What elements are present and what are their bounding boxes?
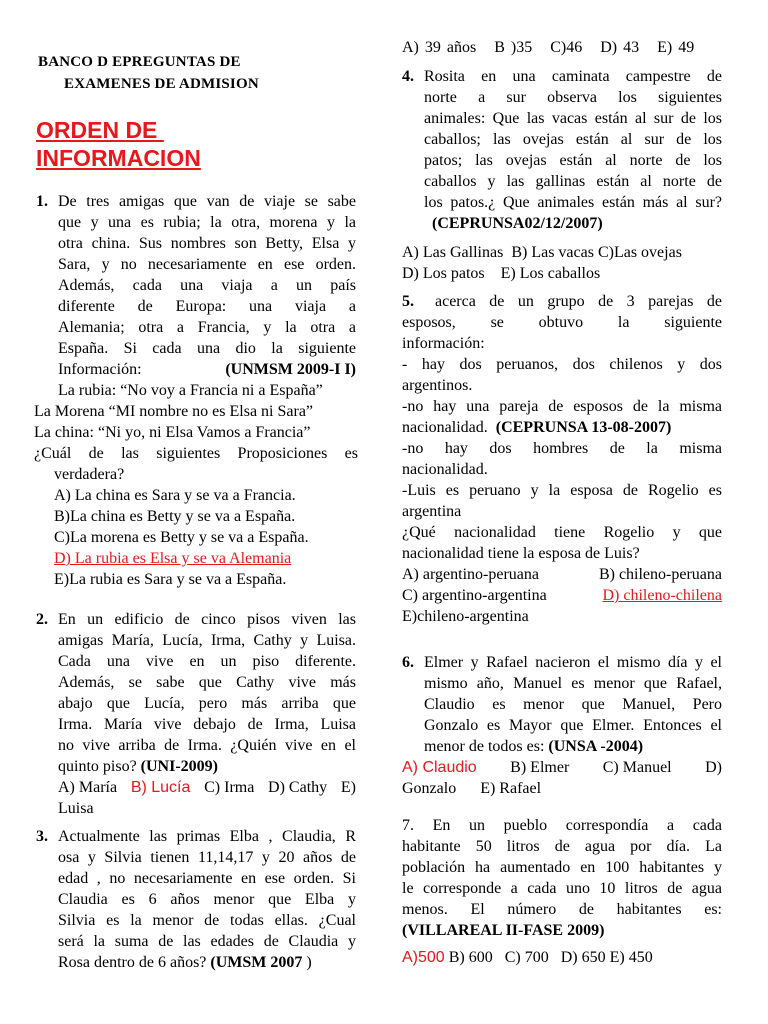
q4-option-e: E) Los caballos	[500, 265, 601, 282]
q7-line: población ha aumentado en 100 habitantes y	[402, 859, 722, 876]
q2-line: no vive arriba de Irma. ¿Quién vive en el	[58, 737, 356, 754]
q1-question-line2: verdadera?	[54, 466, 125, 483]
q5-body-line: -no hay una pareja de esposos de la misma	[402, 398, 722, 415]
q2-option-a: A) María	[58, 779, 118, 796]
q2-line: Irma. María vive debajo de Irma, Luisa	[58, 716, 356, 733]
q7-line: habitante 50 litros de agua por día. La	[402, 838, 722, 855]
q5-options-row1	[402, 564, 722, 585]
q7-options-rest: B) 600 C) 700 D) 650 E) 450	[448, 949, 653, 966]
q1-question: ¿Cuál de las siguientes Proposiciones es	[34, 445, 358, 462]
q1-option-e: E)La rubia es Sara y se va a España.	[54, 571, 287, 588]
q3-line: Actualmente las primas Elba , Claudia, R	[58, 828, 356, 845]
q6-line: Claudio es menor que Manuel, Pero	[424, 696, 722, 713]
document-header-line2: EXAMENES DE ADMISION	[64, 76, 259, 92]
q3-option-e: E) 49	[657, 39, 695, 56]
q3-line: osa y Silvia tienen 11,14,17 y 20 años de	[58, 849, 356, 866]
q5-body-line: - hay dos peruanos, dos chilenos y dos	[402, 356, 722, 373]
q5-source: (CEPRUNSA 13-08-2007)	[495, 419, 672, 436]
q6-option-e: E) Rafael	[480, 780, 542, 797]
q4-line: patos; las ovejas están al norte de los	[424, 152, 722, 169]
q3-option-b: B )35	[494, 39, 533, 56]
q4-line: los patos.¿ Que animales están más al sur?	[424, 194, 722, 211]
q5-nac-label: nacionalidad.	[402, 419, 488, 436]
q1-line: Sara, y no necesariamente en ese orden.	[58, 256, 356, 273]
q5-options-row2	[402, 585, 722, 606]
q6-text	[424, 652, 722, 757]
q3-last-line	[58, 952, 356, 973]
q1-quote-china: La china: “Ni yo, ni Elsa Vamos a Francia”	[34, 424, 311, 441]
q4-line: animales: Que las vacas están al sur de los	[424, 110, 722, 127]
q2-source: (UNI-2009)	[140, 758, 218, 775]
q2-option-b-answer: B) Lucía	[130, 779, 191, 796]
q6-last-line	[424, 736, 722, 757]
q6-options-row2	[402, 778, 722, 799]
q2-line: Además, se sabe que Cathy vive más	[58, 674, 356, 691]
q6-options-row1	[402, 757, 722, 778]
q3-text	[58, 826, 356, 973]
q1-line: Además, cada una viaja a un país	[58, 277, 356, 294]
q1-text	[58, 191, 356, 401]
q4-options	[402, 242, 724, 284]
q6-line: Elmer y Rafael nacieron el mismo día y el	[424, 654, 722, 671]
q2-option-d: D) Cathy	[268, 779, 328, 796]
q6-line: Gonzalo es Mayor que Elmer. Entonces el	[424, 717, 722, 734]
q7-source: (VILLAREAL II-FASE 2009)	[402, 922, 605, 939]
q3-line: edad , no necesariamente en ese orden. Si	[58, 870, 356, 887]
q4-option-a: A) Las Gallinas	[402, 244, 504, 261]
q1-source: (UNMSM 2009-I I)	[225, 361, 356, 378]
q7-line: 7. En un pueblo correspondía a cada	[402, 817, 722, 834]
q5-body-line: nacionalidad.	[402, 461, 488, 478]
q1-line: España. Si cada una dio la siguiente	[58, 340, 356, 357]
q2-text	[58, 609, 356, 819]
q6-option-c: C) Manuel	[602, 759, 672, 776]
q2-line: amigas María, Lucía, Irma, Cathy y Luisa.	[58, 632, 356, 649]
q6-source: (UNSA -2004)	[548, 738, 644, 755]
q1-option-a: A) La china es Sara y se va a Francia.	[54, 487, 296, 504]
q3-options	[402, 37, 714, 58]
q3-line: será la suma de las edades de Claudia y	[58, 933, 356, 950]
q6-line: mismo año, Manuel es menor que Rafael,	[424, 675, 722, 692]
q3-option-d: D) 43	[600, 39, 640, 56]
q5-number: 5.	[402, 293, 414, 310]
q1-info-label: Información:	[58, 361, 142, 378]
q6-option-d: D)	[705, 759, 722, 776]
q2-option-e: Luisa	[58, 800, 94, 817]
q1-quote-rubia: La rubia: “No voy a Francia ni a España”	[58, 382, 323, 399]
q6-option-d-text: Gonzalo	[402, 780, 457, 797]
q4-line: caballos; las ovejas están al sur de los	[424, 131, 722, 148]
q5-line: esposos, se obtuvo la siguiente	[402, 314, 722, 331]
q3-option-a: A) 39 años	[402, 39, 477, 56]
q1-number: 1.	[36, 193, 48, 210]
q3-number: 3.	[36, 828, 48, 845]
q5-option-e: E)chileno-argentina	[402, 608, 529, 625]
q4-line: caballos y las gallinas están al norte de	[424, 173, 722, 190]
q2-options	[58, 777, 356, 798]
q3-source: (UMSM 2007	[210, 954, 303, 971]
q1-quote-morena: La Morena “MI nombre no es Elsa ni Sara”	[34, 403, 314, 420]
q7-options	[402, 947, 722, 968]
document-header-line1: BANCO D EPREGUNTAS DE	[38, 54, 241, 70]
q6-option-b: B) Elmer	[510, 759, 570, 776]
q5-body-line: nacionalidad tiene la esposa de Luis?	[402, 545, 640, 562]
q5-text	[402, 312, 722, 627]
q1-option-d-answer: D) La rubia es Elsa y se va Alemania	[54, 550, 292, 567]
q1-question-tail	[54, 464, 354, 590]
q1-line: De tres amigas que van de viaje se sabe	[58, 193, 356, 210]
q6-options	[402, 757, 722, 799]
q5-body-line: -Luis es peruano y la esposa de Rogelio es	[402, 482, 722, 499]
q3-line: Silvia es la menor de todas ellas. ¿Cual	[58, 912, 356, 929]
q3-source-tail: )	[306, 954, 312, 971]
section-title-line1: ORDEN DE	[36, 117, 164, 143]
q4-line: Rosita en una caminata campestre de	[424, 68, 722, 85]
q5-option-c: C) argentino-argentina	[402, 587, 547, 604]
q4-options-line1	[402, 242, 724, 263]
q5-first-line	[435, 291, 722, 312]
q6-number: 6.	[402, 654, 414, 671]
q7-option-a-answer: A)500	[402, 949, 445, 966]
q4-source: (CEPRUNSA02/12/2007)	[432, 215, 603, 232]
q6-option-a-answer: A) Claudio	[402, 759, 477, 776]
section-title-line2: INFORMACION	[36, 145, 201, 171]
q1-option-b: B)La china es Betty y se va a España.	[54, 508, 296, 525]
section-title	[36, 116, 201, 172]
q4-options-line2	[402, 263, 724, 284]
q1-info-line	[58, 359, 356, 380]
q5-info-line: información:	[402, 335, 485, 352]
q4-option-c: C)Las ovejas	[597, 244, 682, 261]
q4-number: 4.	[402, 68, 414, 85]
q4-text	[424, 66, 722, 234]
q1-line: que y una es rubia; la otra, morena y la	[58, 214, 356, 231]
q2-line: En un edificio de cinco pisos viven las	[58, 611, 356, 628]
q5-body-line: -no hay dos hombres de la misma	[402, 440, 722, 457]
q4-option-d: D) Los patos	[402, 265, 485, 282]
q4-option-b: B) Las vacas	[511, 244, 594, 261]
q5-nac-line	[402, 417, 722, 438]
q5-option-d-answer: D) chileno-chilena	[602, 587, 722, 604]
q3-option-c: C)46	[550, 39, 583, 56]
q7-line: le corresponde a cada uno 10 litros de agua	[402, 880, 722, 897]
q2-last-text: quinto piso?	[58, 758, 137, 775]
q5-option-a: A) argentino-peruana	[402, 566, 539, 583]
q3-last-text: Rosa dentro de 6 años?	[58, 954, 207, 971]
q7-line: menos. El número de habitantes es:	[402, 901, 722, 918]
q2-line: abajo que Lucía, pero más arriba que	[58, 695, 356, 712]
q2-option-c: C) Irma	[204, 779, 255, 796]
q3-line: Claudia es 6 años menor que Elba y	[58, 891, 356, 908]
q5-body-line: argentina	[402, 503, 462, 520]
q5-option-b: B) chileno-peruana	[598, 566, 722, 583]
q2-number: 2.	[36, 611, 48, 628]
q6-last-text: menor de todos es:	[424, 738, 545, 755]
q4-line: norte a sur observa los siguientes	[424, 89, 722, 106]
q1-line: Alemania; otra a Francia, y la otra a	[58, 319, 356, 336]
q2-option-e-label: E)	[340, 779, 356, 796]
q1-continued	[34, 401, 358, 464]
q7-text	[402, 815, 722, 941]
q5-line: acerca de un grupo de 3 parejas de	[435, 293, 722, 310]
q5-body-line: ¿Qué nacionalidad tiene Rogelio y que	[402, 524, 722, 541]
q2-line: Cada una vive en un piso diferente.	[58, 653, 356, 670]
q5-body-line: argentinos.	[402, 377, 473, 394]
q2-last-line	[58, 756, 356, 777]
q1-option-c: C)La morena es Betty y se va a España.	[54, 529, 309, 546]
q1-line: diferente de Europa: una viaja a	[58, 298, 356, 315]
q1-line: otra china. Sus nombres son Betty, Elsa y	[58, 235, 356, 252]
